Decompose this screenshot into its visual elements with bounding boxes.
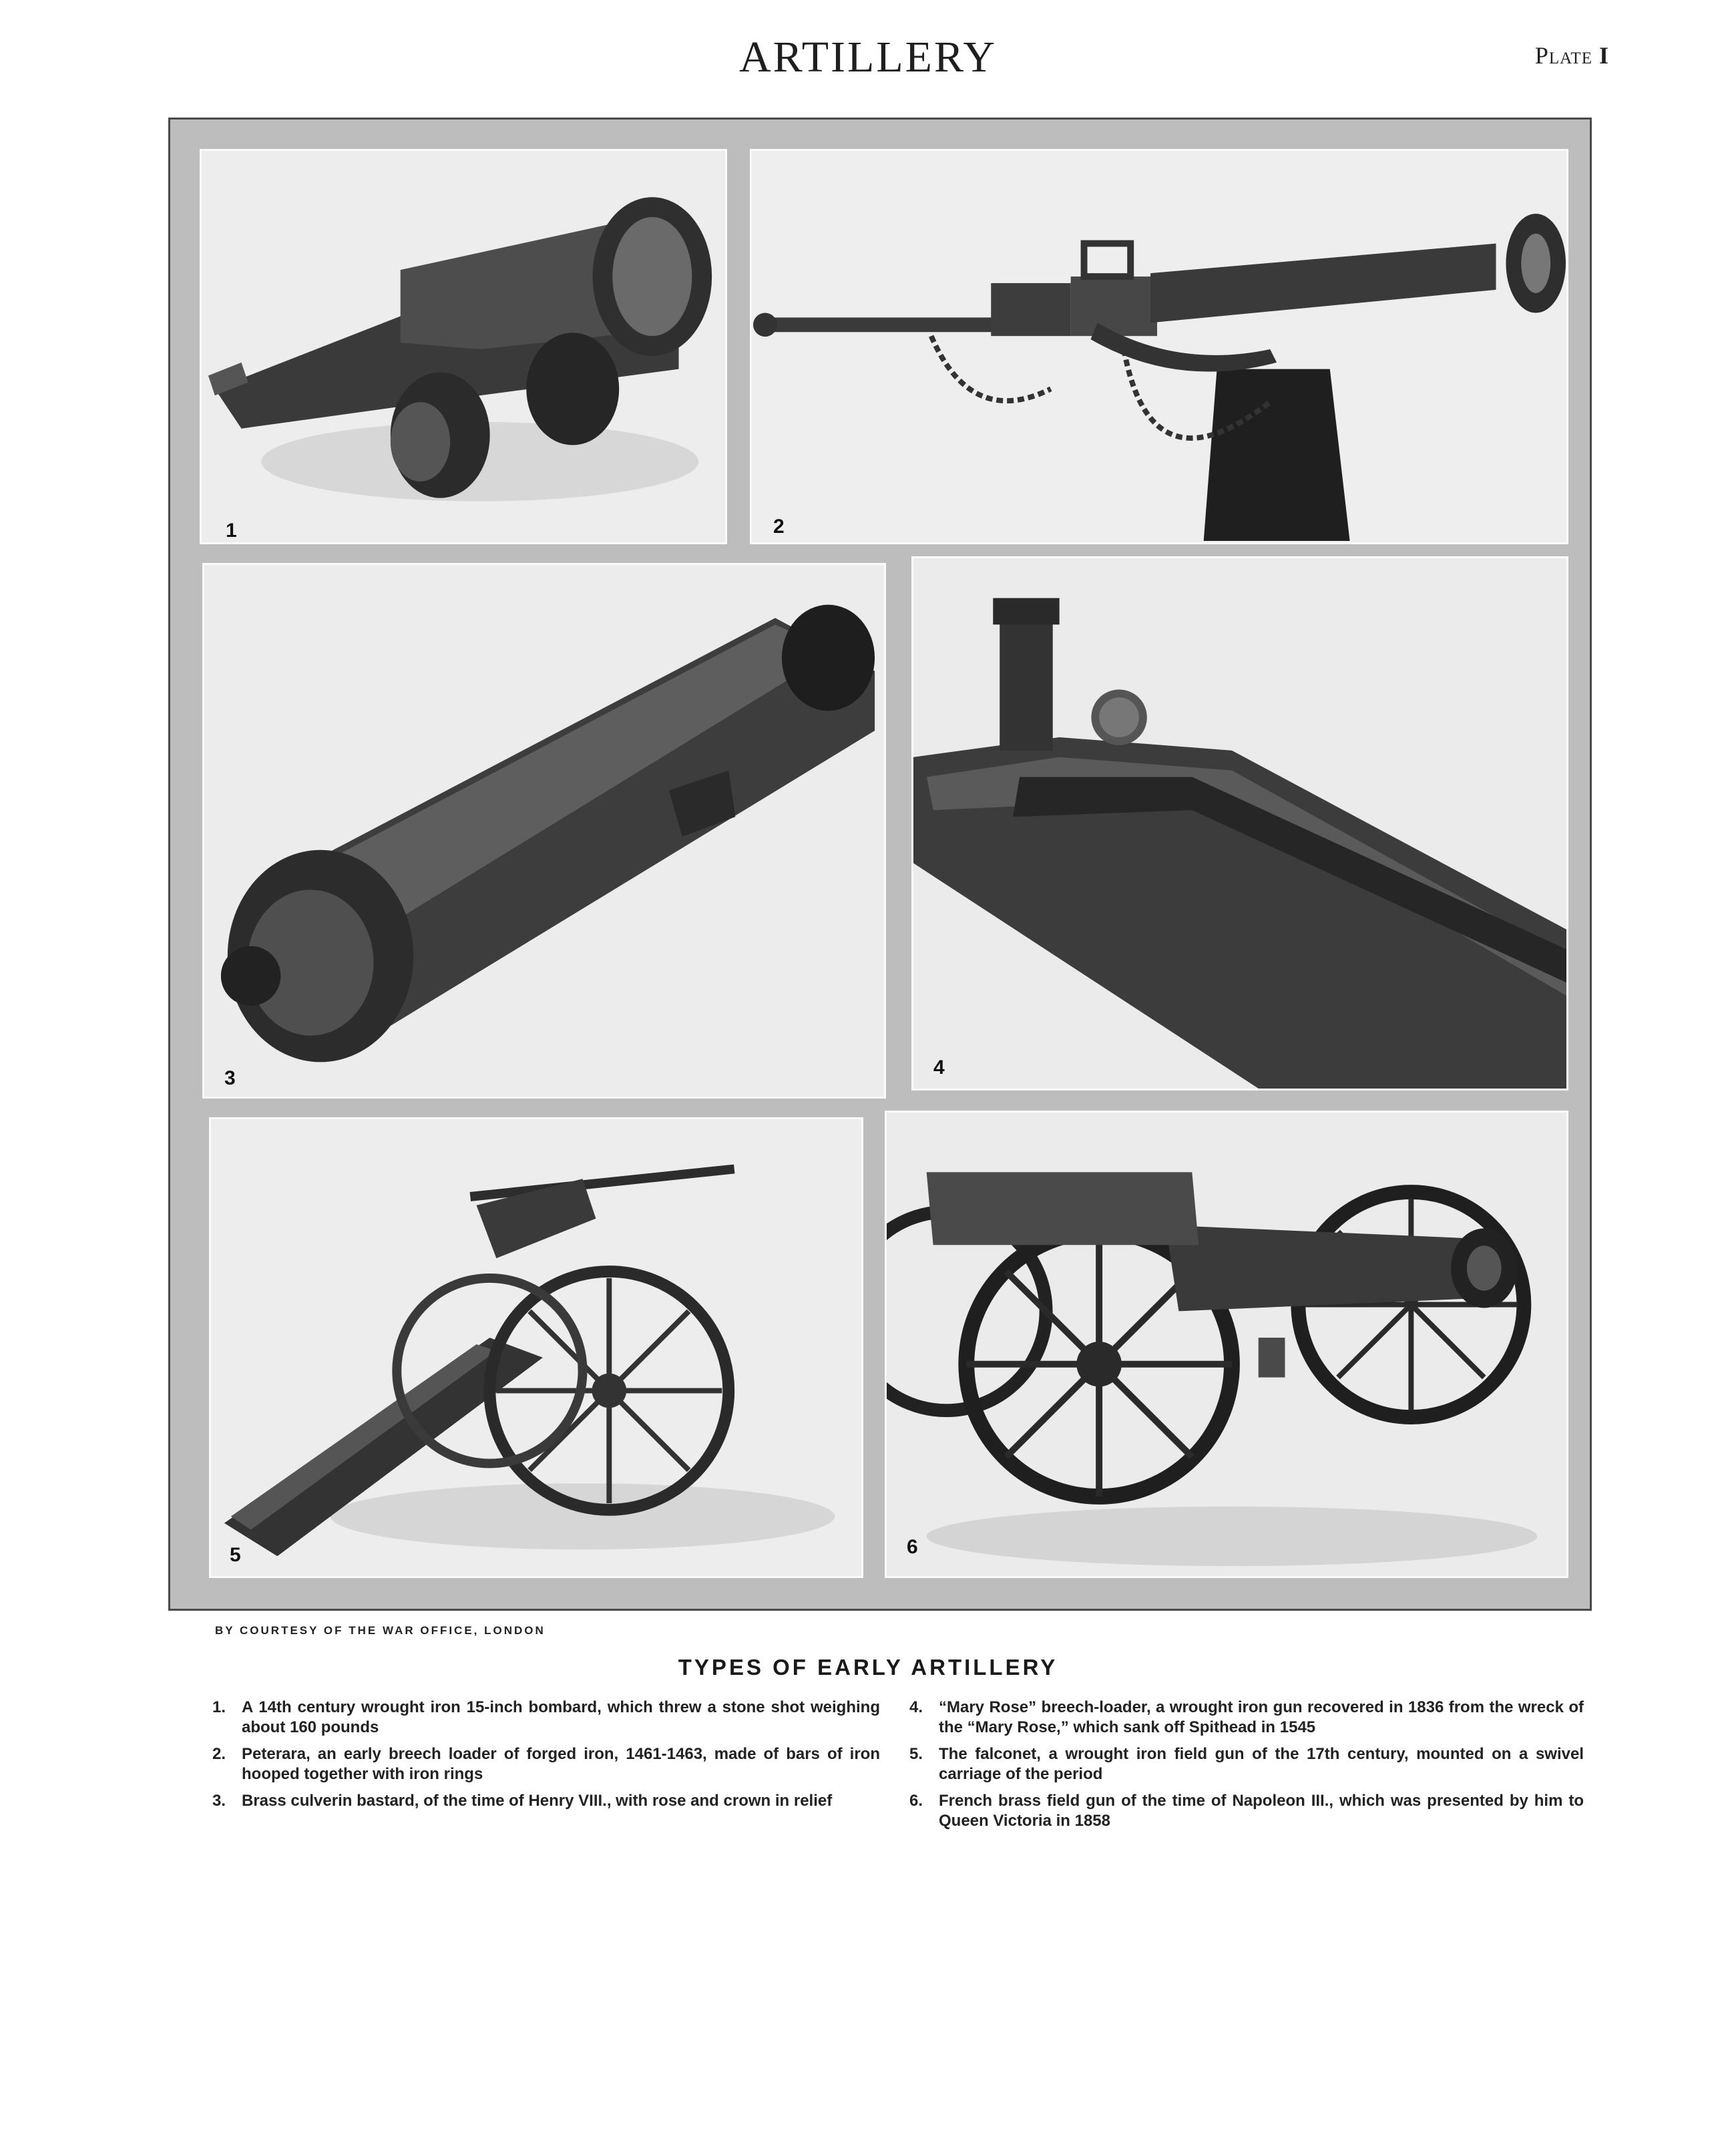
caption-number: 4. (909, 1698, 923, 1716)
mary-rose-gun-illustration (913, 558, 1566, 1089)
photo-swivel-breech-loader (750, 149, 1568, 544)
plate-frame (168, 118, 1592, 1611)
photo-french-field-gun (885, 1111, 1568, 1578)
photo-number-5: 5 (230, 1544, 241, 1566)
caption-number: 6. (909, 1792, 923, 1810)
caption-text: A 14th century wrought iron 15-inch bombard, which threw a stone shot weighing about 160 pounds (242, 1698, 880, 1736)
photo-mary-rose-gun (911, 556, 1568, 1091)
photo-number-2: 2 (773, 516, 785, 538)
culverin-illustration (204, 565, 884, 1097)
caption-text: French brass field gun of the time of Napoleon III., which was presented by him to Queen Victoria in 1858 (939, 1792, 1584, 1830)
caption-item (212, 1791, 880, 1811)
caption-number: 3. (212, 1792, 226, 1810)
caption-text: Peterara, an early breech loader of forged iron, 1461-1463, made of bars of iron hooped together with iron rings (242, 1745, 880, 1783)
caption-item (909, 1744, 1584, 1784)
photo-number-6: 6 (907, 1536, 918, 1558)
caption-item (212, 1744, 880, 1784)
photo-number-4: 4 (933, 1056, 945, 1079)
caption-title: TYPES OF EARLY ARTILLERY (678, 1655, 1058, 1680)
photo-falconet (209, 1117, 863, 1578)
caption-number: 2. (212, 1745, 226, 1763)
falconet-illustration (211, 1119, 861, 1576)
caption-text: The falconet, a wrought iron field gun of the 17th century, mounted on a swivel carriage of the period (939, 1745, 1584, 1783)
caption-column-left (212, 1698, 880, 1818)
plate-numeral: I (1598, 42, 1609, 69)
plate-label (1535, 41, 1609, 69)
caption-number: 1. (212, 1698, 226, 1716)
photo-number-3: 3 (224, 1067, 236, 1089)
photo-bombard (200, 149, 727, 544)
courtesy-credit: BY COURTESY OF THE WAR OFFICE, LONDON (215, 1624, 546, 1637)
plate-word: Plate (1534, 42, 1592, 69)
caption-item (212, 1698, 880, 1738)
breech-loader-illustration (752, 151, 1566, 542)
caption-column-right (909, 1698, 1584, 1838)
photo-number-1: 1 (226, 520, 237, 542)
caption-text: Brass culverin bastard, of the time of Henry VIII., with rose and crown in relief (242, 1792, 833, 1810)
page-title: ARTILLERY (738, 33, 997, 81)
caption-item (909, 1698, 1584, 1738)
bombard-illustration (202, 151, 725, 542)
caption-text: “Mary Rose” breech-loader, a wrought iron gun recovered in 1836 from the wreck of the “Mary Rose,” which sank off Spithead in 1545 (939, 1698, 1584, 1736)
caption-item (909, 1791, 1584, 1831)
photo-brass-culverin (202, 563, 886, 1099)
field-gun-illustration (887, 1113, 1566, 1576)
caption-number: 5. (909, 1745, 923, 1763)
